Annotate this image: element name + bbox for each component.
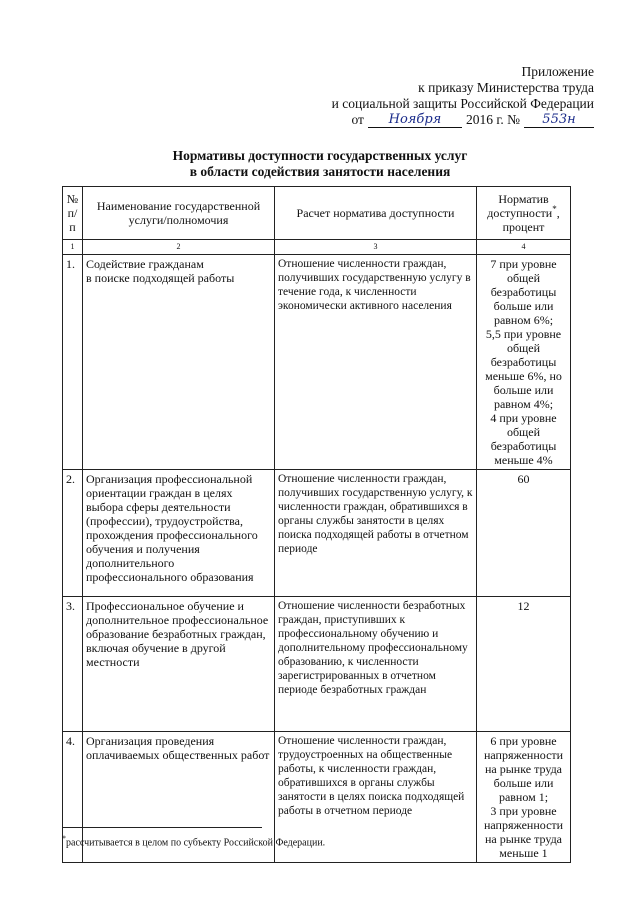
footnote-divider — [62, 827, 262, 828]
header-norm — [477, 187, 571, 240]
service-name: Организация профессиональной ориентации граждан в целях выбора сферы деятельности (профессии), трудоустройства, прохождения профессионального обучения и получения дополнительного профессионального образования — [83, 470, 275, 597]
title-line-2: в области содействия занятости населения — [189, 164, 451, 179]
table-row — [63, 255, 571, 470]
table-row — [63, 470, 571, 597]
table-row — [63, 597, 571, 732]
from-label: от — [351, 112, 364, 127]
appendix-ministry-line: и социальной защиты Российской Федерации — [331, 96, 594, 111]
title-line-1: Нормативы доступности государственных услуг — [172, 148, 468, 163]
header-name: Наименование государственной услуги/полномочия — [83, 187, 275, 240]
header-norm-unit: , процент — [502, 206, 560, 234]
calculation: Отношение численности граждан, трудоустроенных на общественные работы, к численности граждан, обратившихся в органы службы занятости в целях поиска подходящей работы в отчетном периоде — [275, 732, 477, 863]
year-label: 2016 г. № — [465, 112, 520, 127]
header-norm-label: Норматив доступности — [487, 192, 553, 220]
column-number: 4 — [477, 240, 571, 255]
service-name: Содействие гражданам в поиске подходящей работы — [83, 255, 275, 470]
footnote-mark: * — [62, 834, 66, 843]
appendix-header — [332, 64, 594, 128]
norms-table — [62, 186, 571, 863]
service-name: Организация проведения оплачиваемых общественных работ — [83, 732, 275, 863]
document-title — [0, 148, 640, 180]
header-calc: Расчет норматива доступности — [275, 187, 477, 240]
footnote — [62, 833, 325, 849]
column-number: 3 — [275, 240, 477, 255]
row-number: 1. — [63, 255, 83, 470]
table-header-row — [63, 187, 571, 240]
calculation: Отношение численности граждан, получивших государственную услугу, к численности граждан, обратившихся в органы службы занятости в целях поиска подходящей работы в отчетном периоде — [275, 470, 477, 597]
handwritten-order-number: 553н — [524, 113, 594, 128]
calculation: Отношение численности граждан, получивших государственную услугу в течение года, к численности экономически активного населения — [275, 255, 477, 470]
appendix-title: Приложение — [521, 64, 594, 79]
row-number: 4. — [63, 732, 83, 863]
norm-value: 7 при уровне общей безработицы больше или равном 6%; 5,5 при уровне общей безработицы меньше 6%, но больше или равном 4%; 4 при уровне общей безработицы меньше 4% — [477, 255, 571, 470]
appendix-order-line: к приказу Министерства труда — [418, 80, 594, 95]
order-date-line — [351, 112, 594, 128]
handwritten-date: Ноября — [368, 113, 462, 128]
header-no: № п/п — [63, 187, 83, 240]
service-name: Профессиональное обучение и дополнительное профессиональное образование безработных граждан, включая обучение в другой местности — [83, 597, 275, 732]
calculation: Отношение численности безработных граждан, приступивших к профессиональному обучению и дополнительному профессиональному образованию, к численности зарегистрированных в отчетном периоде безработных граждан — [275, 597, 477, 732]
column-number: 1 — [63, 240, 83, 255]
row-number: 3. — [63, 597, 83, 732]
row-number: 2. — [63, 470, 83, 597]
column-number: 2 — [83, 240, 275, 255]
header-norm-star: * — [552, 204, 557, 214]
norm-value: 12 — [477, 597, 571, 732]
norm-value: 6 при уровне напряженности на рынке труда больше или равном 1; 3 при уровне напряженности на рынке труда меньше 1 — [477, 732, 571, 863]
footnote-text: рассчитывается в целом по субъекту Российской Федерации. — [66, 837, 326, 849]
norm-value: 60 — [477, 470, 571, 597]
column-number-row — [63, 240, 571, 255]
